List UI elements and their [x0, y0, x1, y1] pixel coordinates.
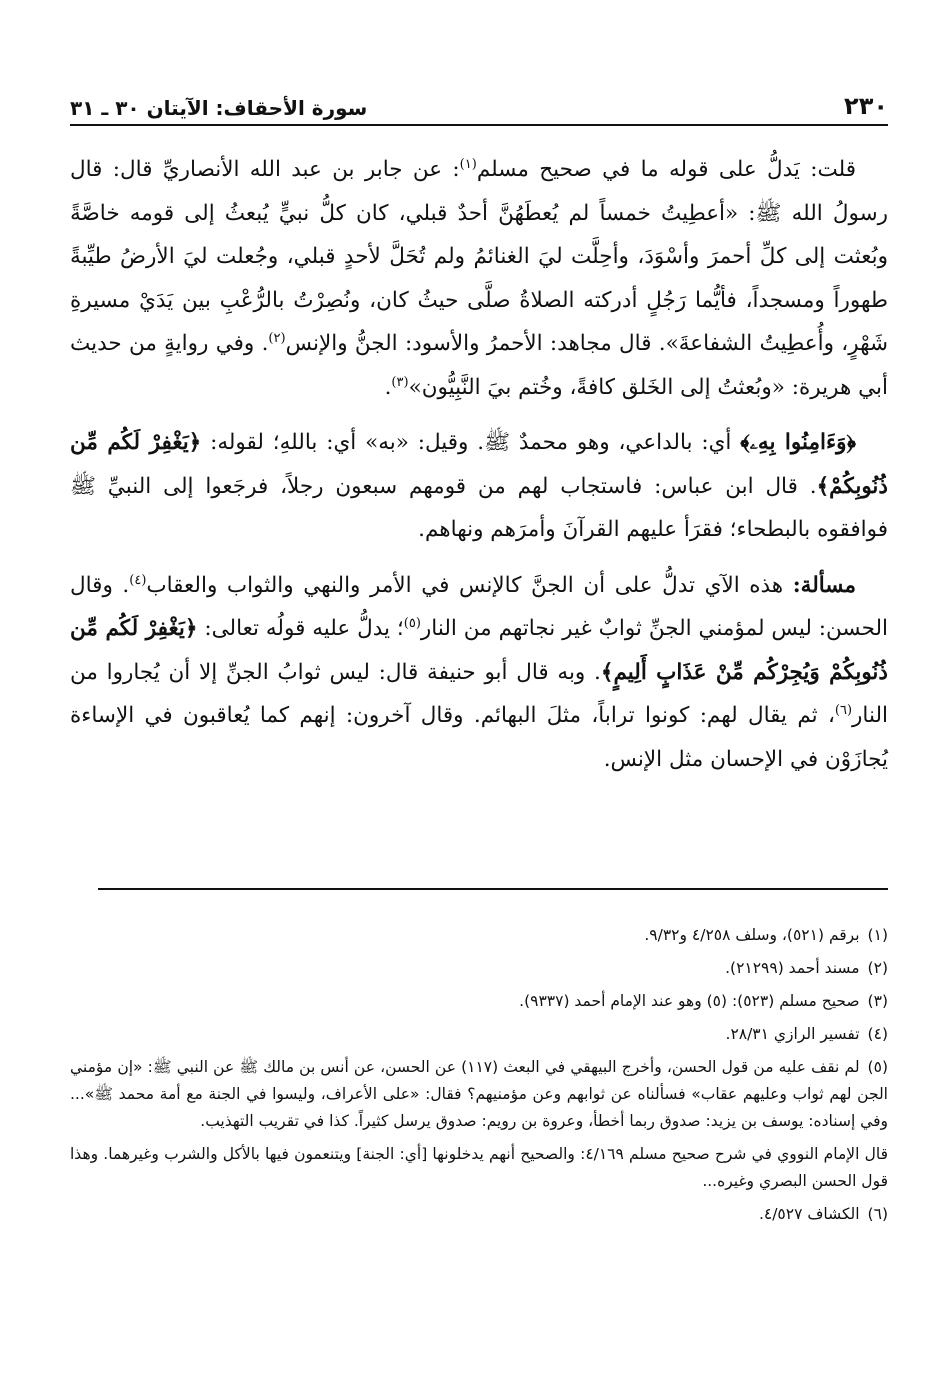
footnote-ref-5: (٥) [403, 615, 421, 631]
page-number: ٢٣٠ [844, 92, 888, 120]
footnotes [70, 922, 888, 1234]
quran-verse: ﴿يَغْفِرْ لَكُم مِّن ذُنُوبِكُمْ﴾ [70, 430, 888, 499]
footnote-text: لم نقف عليه من قول الحسن، وأخرج البيهقي في البعث (١١٧) عن الحسن، عن أنس بن مالك ﷺ عن النبي ﷺ: «إن مؤمني الجن لهم ثواب وعليهم عقاب» فسألناه عن ثوابهم وعن مؤمنيهم؟ فقال: «على الأعراف، وليسوا في الجنة مع أمة محمد ﷺ»... وفي إسناده: يوسف بن يزيد: صدوق ربما أخطأ، وعروة بن رويم: صدوق يرسل كثيراً. كذا في تقريب التهذيب. [70, 1058, 888, 1130]
footnote-1 [70, 922, 888, 949]
footnote-number: (٥) [867, 1058, 888, 1076]
text-run: . وفي روايةٍ من حديث أبي هريرة: «وبُعثتُ إلى الخَلق كافةً، وخُتم بيَ النَّبِيُّون» [70, 331, 888, 400]
text-run: . وبه قال أبو حنيفة قال: ليس ثوابُ الجنِّ إلا أن يُجاروا من النار [70, 659, 888, 728]
footnote-separator [98, 888, 888, 890]
footnote-text: صحيح مسلم (٥٢٣): (٥) وهو عند الإمام أحمد (٩٣٣٧). [519, 992, 860, 1010]
issue-label: مسألة: [792, 572, 856, 598]
footnote-ref-3: (٣) [391, 374, 409, 390]
footnote-number: (٤) [867, 1025, 888, 1043]
text-run: ، ثم يقال لهم: كونوا تراباً، مثلَ البهائم. وقال آخرون: إنهم كما يُعاقبون في الإساءة يُجازَوْن في الإحسان مثل الإنس. [70, 703, 888, 772]
running-title: سورة الأحقاف: الآيتان ٣٠ ـ ٣١ [70, 96, 368, 120]
footnote-text: مسند أحمد (٢١٢٩٩). [725, 959, 860, 977]
footnote-number: (٣) [867, 992, 888, 1010]
page-header [70, 78, 888, 126]
footnote-text: تفسير الرازي ٢٨/٣١. [725, 1025, 860, 1043]
footnote-ref-4: (٤) [129, 572, 147, 588]
footnote-ref-2: (٢) [268, 330, 286, 346]
footnote-4 [70, 1021, 888, 1048]
footnote-5 [70, 1054, 888, 1135]
footnote-text: الكشاف ٤/٥٢٧. [758, 1205, 860, 1223]
text-run: أي: بالداعي، وهو محمدٌ ﷺ. وقيل: «به» أي: باللهِ؛ لقوله: [201, 430, 741, 455]
footnote-5-continuation: قال الإمام النووي في شرح صحيح مسلم ٤/١٦٩: والصحيح أنهم يدخلونها [أي: الجنة] ويتنعمون فيها بالأكل والشرب وغيرهما. وهذا قول الحسن البصري وغيره... [70, 1145, 888, 1190]
quran-verse: ﴿يَغْفِرْ لَكُم مِّن ذُنُوبِكُمْ وَيُجِرْكُم مِّنْ عَذَابٍ أَلِيمٍ﴾ [70, 616, 888, 685]
footnote-number: (٦) [867, 1205, 888, 1223]
footnote-6 [70, 1201, 888, 1228]
text-run: ؛ يدلُّ عليه قولُه تعالى: [197, 616, 404, 641]
quran-verse: ﴿وَءَامِنُوا بِهِۦ﴾ [740, 430, 856, 455]
footnote-3 [70, 988, 888, 1015]
footnote-number: (٢) [867, 959, 888, 977]
text-run: : عن جابر بن عبد الله الأنصاريِّ قال: قال رسولُ الله ﷺ: «أعطِيتُ خمساً لم يُعطَهُنَّ أحدٌ قبلي، كان كلُّ نبيٍّ يُبعثُ إلى قومه خاصَّةً وبُعثت إلى كلِّ أحمرَ وأسْوَدَ، وأحِلَّت ليَ الغنائمُ ولم تُحَلَّ لأحدٍ قبلي، وجُعلت ليَ الأرضُ طيِّبةً طهوراً ومسجداً، فأيُّما رَجُلٍ أدركته الصلاةُ صلَّى حيثُ كان، ونُصِرْتُ بالرُّعْبِ بين يَدَيْ مسيرةِ شَهْرٍ، وأُعطِيتُ الشفاعةَ». قال مجاهد: الأحمرُ والأسود: الجنُّ والإنس [70, 157, 888, 356]
text-run: . قال ابن عباس: فاستجاب لهم من قومهم سبعون رجلاً، فرجَعوا إلى النبيِّ ﷺ فوافقوه بالبطحاء؛ فقرَأ عليهم القرآنَ وأمرَهم ونهاهم. [70, 473, 888, 542]
text-run: قلت: يَدلُّ على قوله ما في صحيح مسلم [476, 157, 856, 182]
footnote-text: برقم (٥٢١)، وسلف ٤/٢٥٨ و٩/٣٢. [644, 926, 860, 944]
footnote-number: (١) [867, 926, 888, 944]
paragraph-2 [70, 421, 888, 552]
text-run: . [384, 374, 392, 400]
footnote-2 [70, 955, 888, 982]
paragraph-1 [70, 148, 888, 409]
text-run: . وقال الحسن: ليس لمؤمني الجنِّ ثوابٌ غير نجاتهم من النار [70, 572, 888, 641]
main-text [70, 148, 888, 793]
footnote-ref-1: (١) [459, 156, 477, 172]
footnote-ref-6: (٦) [834, 702, 853, 718]
text-run: هذه الآي تدلُّ على أن الجنَّ كالإنس في الأمر والنهي والثواب والعقاب [146, 572, 793, 598]
paragraph-3 [70, 564, 888, 782]
